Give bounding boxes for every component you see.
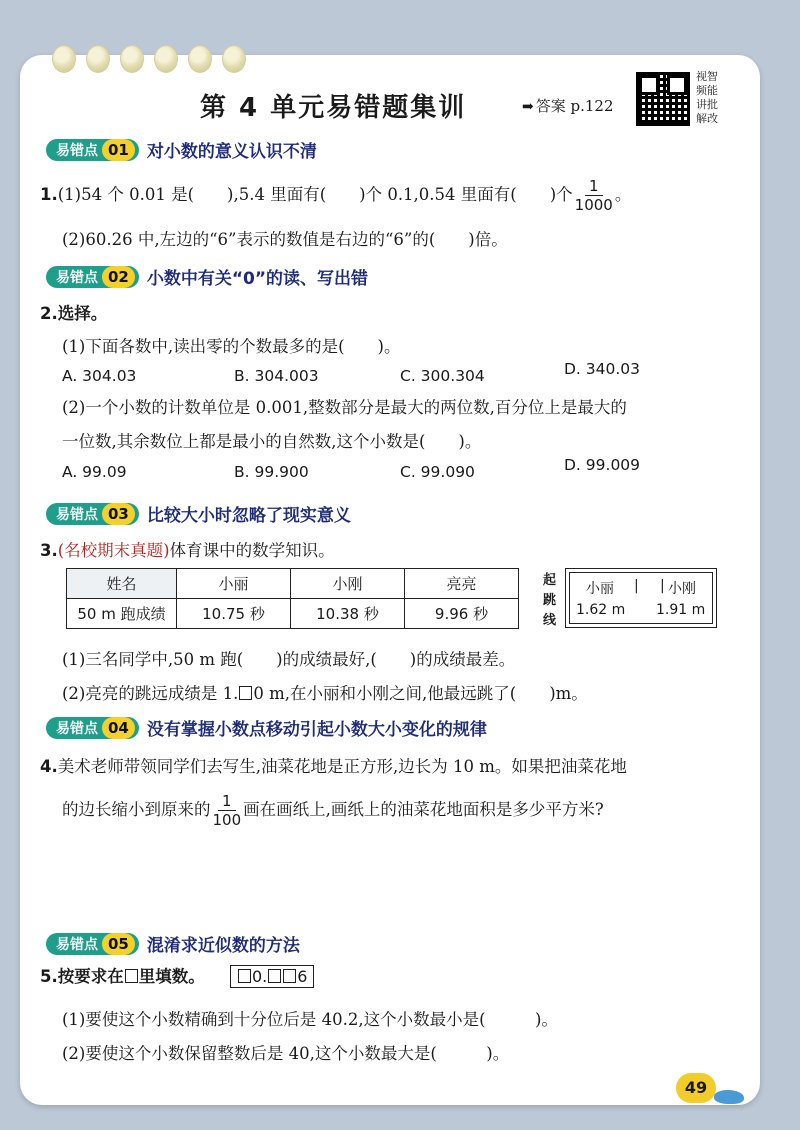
- jump-value: 1.91 m: [656, 602, 706, 618]
- question-3-intro: 3.(名校期末真题)体育课中的数学知识。: [40, 541, 335, 560]
- section-header-03: [46, 501, 351, 526]
- binder-ring: [188, 45, 212, 73]
- table-header-cell: 小丽: [177, 569, 291, 599]
- table-header-cell: 小刚: [291, 569, 405, 599]
- section-header-02: [46, 264, 368, 289]
- long-jump-diagram: [565, 568, 717, 628]
- arrow-icon: ➡: [522, 99, 534, 115]
- error-point-badge: 易错点 05: [46, 933, 139, 955]
- section-header-05: [46, 931, 300, 956]
- binder-ring: [222, 45, 246, 73]
- jump-name: 小刚: [668, 581, 696, 597]
- option-a[interactable]: A. 304.03: [62, 367, 137, 385]
- jump-name: 小丽: [586, 581, 614, 597]
- table-row: [67, 599, 519, 629]
- running-score-table: [66, 568, 519, 629]
- question-2-sub-2-line-1: (2)一个小数的计数单位是 0.001,整数部分是最大的两位数,百分位上是最大的: [62, 398, 627, 417]
- section-title: 没有掌握小数点移动引起小数大小变化的规律: [146, 720, 487, 740]
- binder-ring: [52, 45, 76, 73]
- fraction: $\frac{1}{100}$: [212, 792, 242, 829]
- answer-reference: ➡ 答案 p.122: [522, 97, 614, 115]
- table-row-label: 50 m 跑成绩: [67, 599, 177, 629]
- takeoff-line-label: 起跳线: [543, 573, 557, 628]
- table-cell: 10.75 秒: [177, 599, 291, 629]
- blank-square: [125, 969, 138, 983]
- binder-ring: [120, 45, 144, 73]
- error-point-badge: 易错点 01: [46, 139, 139, 161]
- table-row: [67, 569, 519, 599]
- option-b[interactable]: B. 304.003: [234, 367, 319, 385]
- blank-square[interactable]: [239, 686, 252, 700]
- section-title: 混淆求近似数的方法: [146, 936, 300, 956]
- error-point-badge: 易错点 02: [46, 266, 139, 288]
- table-cell: 10.38 秒: [291, 599, 405, 629]
- section-title: 小数中有关“0”的读、写出错: [146, 269, 369, 289]
- option-d[interactable]: D. 99.009: [564, 456, 641, 474]
- question-1-part-1: 1.(1)54 个 0.01 是( ),5.4 里面有( )个 0.1,0.54 里面有( )个 $\frac{1}{1000}$ 。: [40, 177, 632, 214]
- question-5-sub-1: (1)要使这个小数精确到十分位后是 40.2,这个小数最小是( )。: [62, 1010, 558, 1029]
- table-cell: 9.96 秒: [405, 599, 519, 629]
- number-template-box: 0. 6: [230, 965, 314, 988]
- jump-value: 1.62 m: [576, 602, 626, 618]
- question-1-part-2: (2)60.26 中,左边的“6”表示的数值是右边的“6”的( )倍。: [62, 230, 508, 249]
- question-2-sub-2-line-2: 一位数,其余数位上都是最小的自然数,这个小数是( )。: [62, 432, 482, 451]
- page-title: 第 4 单元易错题集训: [200, 93, 467, 123]
- table-header-cell: 姓名: [67, 569, 177, 599]
- fraction: $\frac{1}{1000}$: [574, 177, 613, 214]
- question-3-sub-1: (1)三名同学中,50 m 跑( )的成绩最好,( )的成绩最差。: [62, 650, 516, 669]
- option-a[interactable]: A. 99.09: [62, 463, 127, 481]
- section-title: 对小数的意义认识不清: [146, 142, 317, 162]
- question-2-intro: 2.选择。: [40, 304, 108, 323]
- exam-source-tag: (名校期末真题): [57, 541, 170, 560]
- question-4-line-2: 的边长缩小到原来的 $\frac{1}{100}$ 画在画纸上,画纸上的油菜花地面积是多少平方米?: [62, 792, 604, 829]
- error-point-badge: 易错点 04: [46, 717, 139, 739]
- qr-caption: 视智 频能 讲批 解改: [696, 70, 718, 125]
- binder-ring: [154, 45, 178, 73]
- error-point-badge: 易错点 03: [46, 503, 139, 525]
- question-5-sub-2: (2)要使这个小数保留整数后是 40,这个小数最大是( )。: [62, 1044, 510, 1063]
- option-d[interactable]: D. 340.03: [564, 360, 641, 378]
- section-header-04: [46, 715, 487, 740]
- dolphin-icon: [714, 1090, 744, 1104]
- question-4-line-1: 4.美术老师带领同学们去写生,油菜花地是正方形,边长为 10 m。如果把油菜花地: [40, 757, 627, 776]
- section-header-01: [46, 137, 317, 162]
- jump-mark: |: [634, 578, 639, 594]
- option-c[interactable]: C. 300.304: [400, 367, 485, 385]
- question-3-sub-2: (2)亮亮的跳远成绩是 1. 0 m,在小丽和小刚之间,他最远跳了( )m。: [62, 684, 588, 703]
- option-c[interactable]: C. 99.090: [400, 463, 475, 481]
- table-header-cell: 亮亮: [405, 569, 519, 599]
- qr-code-icon[interactable]: [636, 72, 690, 126]
- jump-mark: |: [660, 578, 665, 594]
- page-number: 49: [676, 1073, 716, 1103]
- question-2-sub-1: (1)下面各数中,读出零的个数最多的是( )。: [62, 337, 401, 356]
- option-b[interactable]: B. 99.900: [234, 463, 309, 481]
- question-5-intro: 5.按要求在 里填数。 0. 6: [40, 963, 314, 988]
- binder-ring: [86, 45, 110, 73]
- section-title: 比较大小时忽略了现实意义: [146, 506, 351, 526]
